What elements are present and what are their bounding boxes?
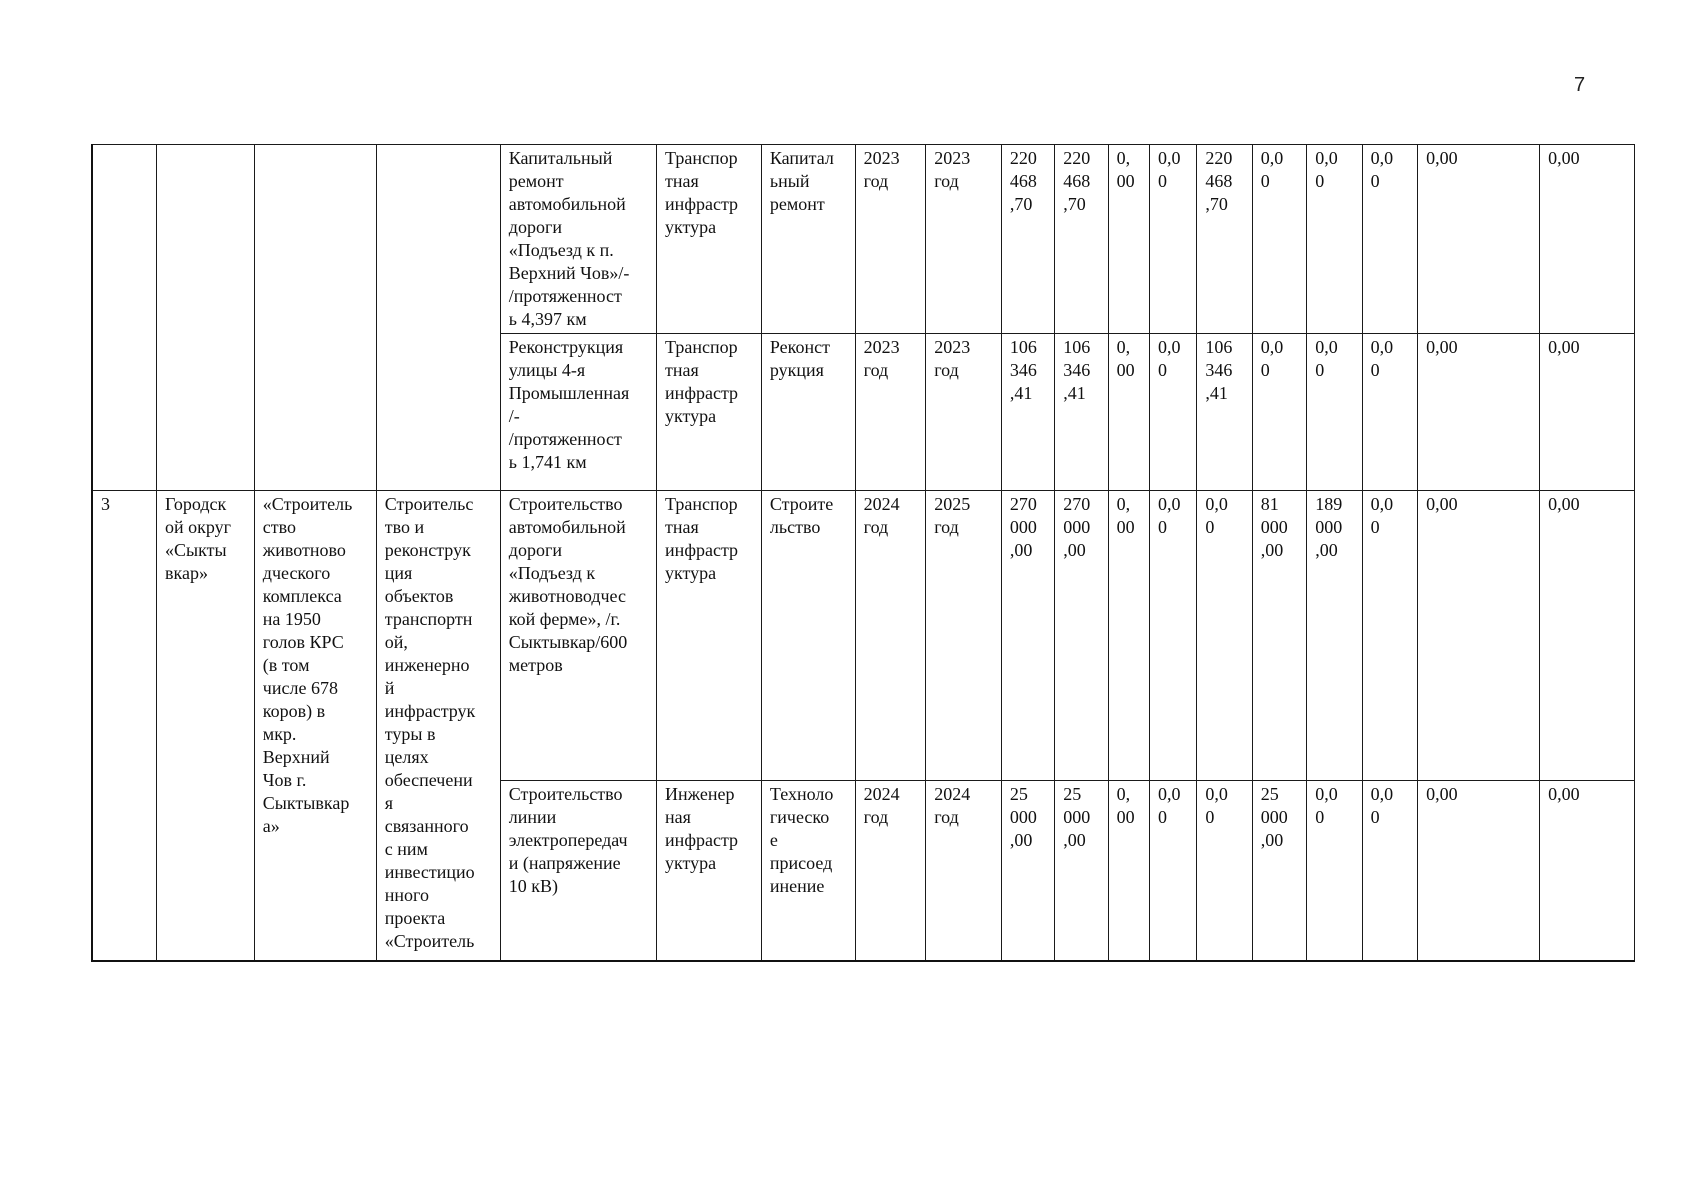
value-cell: 0,0 0 [1252,145,1306,334]
value-cell: 25 000 ,00 [1055,781,1108,962]
value-cell: 0,0 0 [1307,781,1362,962]
value-cell: 0,00 [1418,145,1540,334]
page-number: 7 [1574,74,1586,96]
value-cell: 0, 00 [1108,334,1149,491]
infrastructure-type-cell: Транспор тная инфрастр уктура [657,491,762,781]
start-year-cell: 2023 год [855,334,926,491]
end-year-cell: 2025 год [926,491,1002,781]
value-cell: 270 000 ,00 [1055,491,1108,781]
value-cell: 25 000 ,00 [1252,781,1306,962]
value-cell: 0,00 [1540,491,1635,781]
value-cell: 0,0 0 [1307,334,1362,491]
infrastructure-type-cell: Инженер ная инфрастр уктура [657,781,762,962]
value-cell: 0,0 0 [1362,491,1417,781]
infrastructure-type-cell: Транспор тная инфрастр уктура [657,334,762,491]
value-cell: 220 468 ,70 [1197,145,1252,334]
value-cell: 0,0 0 [1362,334,1417,491]
value-cell: 0, 00 [1108,145,1149,334]
value-cell: 0,0 0 [1307,145,1362,334]
value-cell: 0,0 0 [1149,781,1196,962]
value-cell: 25 000 ,00 [1001,781,1054,962]
work-type-cell: Техноло гическо е присоед инение [761,781,855,962]
value-cell: 0,00 [1540,781,1635,962]
number-cell: 3 [92,491,157,962]
end-year-cell: 2023 год [926,145,1002,334]
value-cell: 0,0 0 [1362,145,1417,334]
value-cell: 0,0 0 [1149,334,1196,491]
value-cell: 0,00 [1418,781,1540,962]
object-name-cell: Реконструкция улицы 4-я Промышленная /- /протяженност ь 1,741 км [500,334,656,491]
start-year-cell: 2024 год [855,491,926,781]
value-cell: 0,00 [1540,145,1635,334]
value-cell: 270 000 ,00 [1001,491,1054,781]
value-cell: 106 346 ,41 [1055,334,1108,491]
value-cell: 81 000 ,00 [1252,491,1306,781]
work-type-cell: Капитал ьный ремонт [761,145,855,334]
value-cell: 0,0 0 [1197,781,1252,962]
value-cell: 106 346 ,41 [1197,334,1252,491]
end-year-cell: 2023 год [926,334,1002,491]
infrastructure-type-cell: Транспор тная инфрастр уктура [657,145,762,334]
work-type-cell: Строите льство [761,491,855,781]
municipality-cell: Городск ой округ «Сыкты вкар» [157,491,255,962]
value-cell: 220 468 ,70 [1055,145,1108,334]
object-name-cell: Капитальный ремонт автомобильной дороги «Подъезд к п. Верхний Чов»/- /протяженност ь 4,397 км [500,145,656,334]
value-cell: 220 468 ,70 [1001,145,1054,334]
municipality-cell-continued [157,145,255,491]
value-cell: 189 000 ,00 [1307,491,1362,781]
value-cell: 0,00 [1418,334,1540,491]
object-name-cell: Строительство линии электропередач и (напряжение 10 кВ) [500,781,656,962]
object-name-cell: Строительство автомобильной дороги «Подъезд к животноводчес кой ферме», /г. Сыктывкар/600 метров [500,491,656,781]
purpose-cell: Строительс тво и реконструк ция объектов транспортн ой, инженерно й инфраструк туры в целях обеспечени я связанного с ним инвестицио нного проекта «Строитель [376,491,500,962]
value-cell: 0,00 [1418,491,1540,781]
value-cell: 0, 00 [1108,491,1149,781]
value-cell: 0, 00 [1108,781,1149,962]
start-year-cell: 2024 год [855,781,926,962]
purpose-cell-continued [376,145,500,491]
value-cell: 0,0 0 [1197,491,1252,781]
end-year-cell: 2024 год [926,781,1002,962]
value-cell: 106 346 ,41 [1001,334,1054,491]
work-type-cell: Реконст рукция [761,334,855,491]
number-cell-continued [92,145,157,491]
value-cell: 0,00 [1540,334,1635,491]
start-year-cell: 2023 год [855,145,926,334]
investment-projects-table [91,144,1635,962]
value-cell: 0,0 0 [1149,145,1196,334]
value-cell: 0,0 0 [1362,781,1417,962]
value-cell: 0,0 0 [1252,334,1306,491]
value-cell: 0,0 0 [1149,491,1196,781]
project-cell-continued [254,145,376,491]
table-row [92,145,1635,334]
table-row [92,491,1635,781]
project-cell: «Строитель ство животново дческого комплекса на 1950 голов КРС (в том числе 678 коров) в мкр. Верхний Чов г. Сыктывкар а» [254,491,376,962]
